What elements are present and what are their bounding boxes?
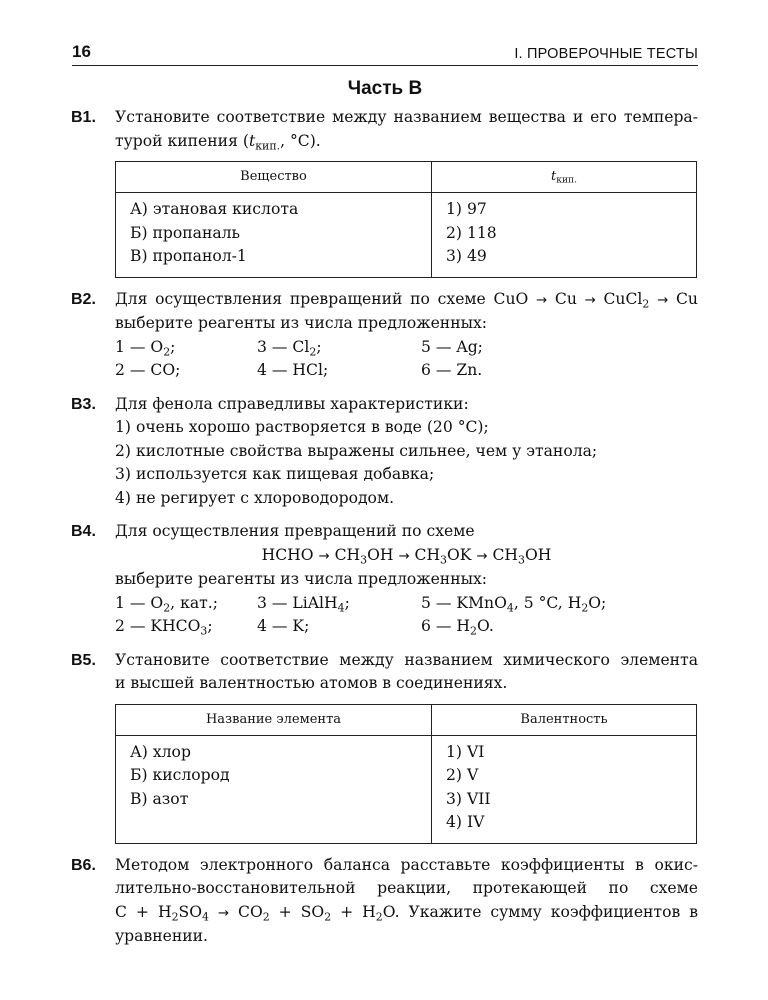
- table-header: $t_{кип.}$: [432, 162, 697, 193]
- table-cell: 1) VI 2) V 3) VII 4) IV: [432, 735, 697, 843]
- task-b3: [72, 393, 698, 511]
- options-grid: 1 — $O_2$; 3 — $Cl_2$; 5 — Ag; 2 — CO; 4 — HCl; 6 — Zn.: [115, 337, 483, 379]
- task-text: и высшей валентностью атомов в соединениях.: [115, 674, 508, 692]
- list-item: 3) используется как пищевая добавка;: [115, 465, 435, 483]
- task-text: Для осуществления превращений по схеме: [115, 522, 475, 540]
- table-cell: 1) 97 2) 118 3) 49: [432, 193, 697, 278]
- reaction-scheme: HCHO → $CH_3OH \to CH_3OK \to CH_3OH$: [261, 545, 552, 566]
- list-item: 2) кислотные свойства выражены сильнее, чем у этанола;: [115, 441, 598, 460]
- table-header: Вещество: [116, 162, 432, 193]
- task-number: B6.: [71, 856, 96, 874]
- page: [72, 42, 698, 949]
- table-cell: А) этановая кислота Б) пропаналь В) пропанол-1: [116, 193, 432, 278]
- task-number: B2.: [71, 290, 96, 308]
- options-grid: 1 — $O_2$, кат.; 3 — LiAlH$_4$; 5 — KMnO$_4$, 5 °C, $H_2O$; 2 — $KHCO_3$; 4 — K; 6 — $H_2O$.: [115, 593, 607, 638]
- part-title: Часть B: [347, 78, 423, 99]
- list-item: 1) очень хорошо растворяется в воде (20 °C);: [115, 418, 489, 436]
- table-header: Название элемента: [116, 704, 432, 735]
- task-text: Для фенола справедливы характеристики:: [115, 394, 469, 413]
- task-b1: [72, 106, 698, 278]
- task-b4: [72, 520, 698, 639]
- task-text: уравнении.: [115, 927, 208, 945]
- list-item: 4) не регирует с хлороводородом.: [115, 488, 395, 507]
- task-b2: [72, 288, 698, 383]
- task-b6: [72, 854, 698, 949]
- task-b5: [72, 649, 698, 844]
- task-text: выберите реагенты из числа предложенных:: [115, 314, 488, 332]
- task-text: Установите соответствие между названием химического элемента: [115, 650, 698, 669]
- page-header: [72, 42, 698, 66]
- task-text: Установите соответствие между названием вещества и его темпера-: [115, 108, 698, 126]
- task-text: лительно-восстановительной реакции, протекающей по схеме: [115, 879, 698, 897]
- task-text: $C + H_2SO_4 \to CO_2 + SO_2 + H_2O$. Укажите сумму коэффициентов в: [115, 902, 698, 923]
- page-number: 16: [72, 42, 91, 61]
- task-text: выберите реагенты из числа предложенных:: [115, 570, 488, 588]
- task-number: B5.: [71, 651, 96, 669]
- task-text: турой кипения ($t_{кип.}$, °C).: [115, 131, 321, 152]
- task-number: B4.: [71, 523, 96, 540]
- table-cell: А) хлор Б) кислород В) азот: [116, 735, 432, 843]
- task-number: B3.: [71, 395, 96, 413]
- task-number: B1.: [71, 109, 96, 126]
- task-text: Для осуществления превращений по схеме CuO → Cu → CuCl$_2$ → Cu: [115, 289, 698, 310]
- table-b5: [115, 704, 697, 844]
- table-b1: [115, 161, 697, 278]
- table-header: Валентность: [432, 704, 697, 735]
- task-text: Методом электронного баланса расставьте коэффициенты в окис-: [115, 855, 698, 874]
- running-title: I. ПРОВЕРОЧНЫЕ ТЕСТЫ: [514, 46, 698, 62]
